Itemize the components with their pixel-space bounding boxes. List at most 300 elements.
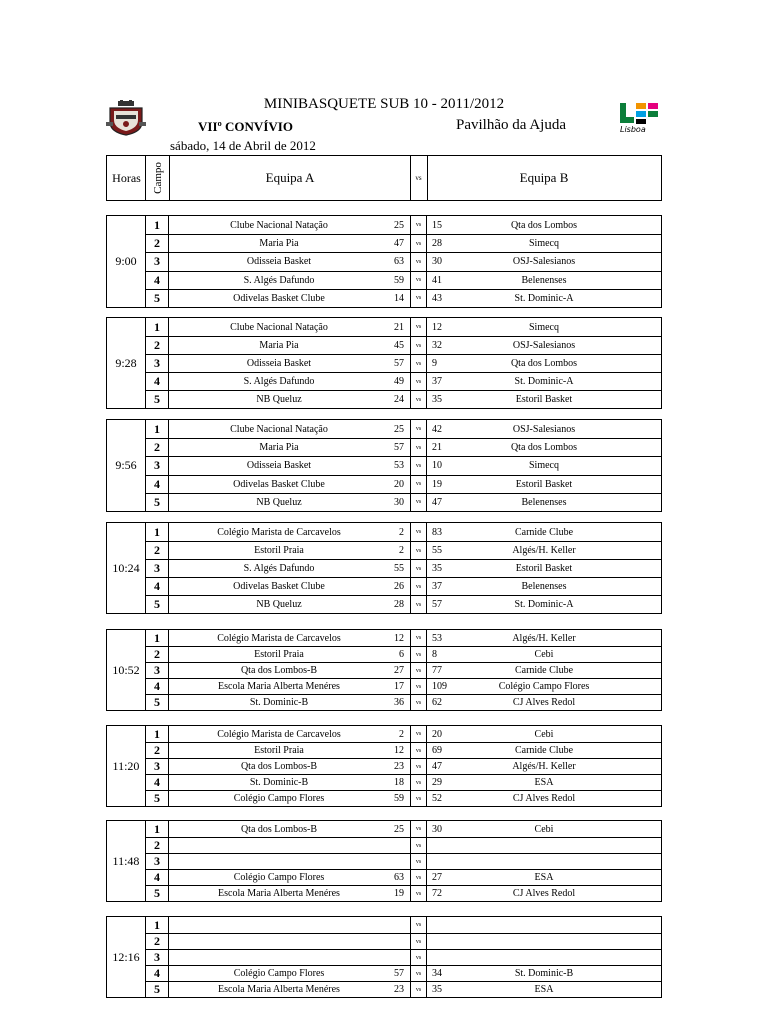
team-a-score: 36 [394,697,404,708]
time-block [106,522,662,614]
vs-label: vs [410,542,427,559]
team-b-score: 35 [432,394,442,405]
team-a-score: 63 [394,256,404,268]
team-b-score: 35 [432,563,442,574]
team-b-name: Simecq [529,460,559,472]
venue-name: Pavilhão da Ajuda [456,117,566,133]
vs-label: vs [410,253,427,270]
team-a-name: Odisseia Basket [246,358,312,369]
vs-label: vs [410,775,427,790]
match-row [146,949,661,965]
team-a-score: 57 [394,358,404,369]
team-b-score: 30 [432,823,442,835]
team-a-name [170,934,388,949]
court-number: 1 [146,821,169,837]
match-row [146,541,661,559]
team-a-score: 12 [394,632,404,644]
team-a-score: 17 [394,681,404,692]
team-a-name: Colégio Marista de Carcavelos [217,728,341,740]
time-slot-label: 9:00 [107,216,146,307]
court-number: 2 [146,235,169,252]
team-b-name: ESA [534,872,554,883]
vs-label: vs [410,457,427,474]
match-row [146,853,661,869]
vs-label: vs [410,420,427,438]
team-b-score [432,854,462,869]
team-b-score: 47 [432,496,442,508]
court-number: 1 [146,523,169,541]
team-b-name: Belenenses [521,496,567,508]
match-row [146,869,661,885]
team-a-name [170,854,388,869]
team-b-name: ESA [534,777,554,788]
court-number: 1 [146,726,169,742]
team-a-score: 24 [394,394,404,405]
vs-label: vs [410,439,427,456]
vs-label: vs [410,596,427,613]
team-b-name: Carnide Clube [514,745,574,756]
match-row [146,271,661,289]
match-row [146,742,661,758]
team-a-name [170,950,388,965]
team-b-name: Carnide Clube [514,526,574,538]
team-b-score: 8 [432,649,437,660]
time-block [106,916,662,998]
team-a-score: 25 [394,423,404,435]
vs-label: vs [410,647,427,662]
team-a-score: 57 [394,968,404,979]
vs-label: vs [410,578,427,595]
team-b-score [432,917,462,933]
lisboa-logo [616,101,662,135]
team-a-name: Qta dos Lombos-B [240,823,318,835]
schedule-header-row [106,155,662,201]
team-b-name: Algés/H. Keller [512,761,576,772]
team-b-name: Colégio Campo Flores [498,681,590,692]
team-a-score: 63 [394,872,404,883]
court-number: 3 [146,457,169,474]
team-b-score: 83 [432,526,442,538]
team-a-name: Clube Nacional Natação [230,321,328,333]
team-a-score: 23 [394,984,404,995]
team-b-name: OSJ-Salesianos [512,340,576,351]
court-number: 5 [146,982,169,997]
vs-label: vs [410,216,427,234]
match-row [146,493,661,511]
court-number: 3 [146,759,169,774]
time-slot-label: 11:20 [107,726,146,806]
vs-label: vs [410,950,427,965]
court-number: 1 [146,917,169,933]
team-b-score: 53 [432,632,442,644]
team-a-score: 21 [394,321,404,333]
match-row [146,390,661,408]
team-a-score: 14 [394,292,404,304]
vs-label: vs [410,791,427,806]
team-a-name: Maria Pia [259,442,299,454]
team-b-name: St. Dominic-A [514,292,574,304]
court-number: 2 [146,934,169,949]
team-b-score: 55 [432,545,442,556]
team-a-score [380,838,404,853]
team-b-name: St. Dominic-A [514,599,574,610]
time-slot-label: 10:52 [107,630,146,710]
vs-label: vs [410,560,427,577]
court-number: 4 [146,272,169,289]
court-number: 5 [146,791,169,806]
team-b-name: Cebi [534,728,554,740]
vs-label: vs [410,272,427,289]
time-block [106,629,662,711]
vs-label: vs [410,759,427,774]
match-row [146,981,661,997]
team-b-name: OSJ-Salesianos [512,256,576,268]
vs-label: vs [410,373,427,390]
vs-label: vs [410,630,427,646]
team-b-name [427,854,661,869]
team-a-score: 12 [394,745,404,756]
team-a-name: Odivelas Basket Clube [233,581,325,592]
team-b-score [432,934,462,949]
match-row [146,438,661,456]
court-number: 3 [146,560,169,577]
vs-label: vs [410,337,427,354]
time-slot-label: 11:48 [107,821,146,901]
team-b-name: Carnide Clube [514,665,574,676]
team-b-name: CJ Alves Redol [512,697,576,708]
team-b-name: Algés/H. Keller [512,545,576,556]
court-number: 3 [146,253,169,270]
team-b-name: Simecq [529,321,559,333]
match-row [146,420,661,438]
match-row [146,372,661,390]
team-b-name: St. Dominic-B [514,968,574,979]
team-b-score: 10 [432,460,442,472]
time-slot-label: 9:28 [107,318,146,408]
court-number: 1 [146,318,169,336]
match-row [146,559,661,577]
team-b-score: 62 [432,697,442,708]
team-b-name: Belenenses [521,274,567,286]
team-b-name: Qta dos Lombos [510,219,578,231]
team-b-name: Estoril Basket [515,563,573,574]
team-b-name: Estoril Basket [515,394,573,405]
match-row [146,630,661,646]
match-row [146,216,661,234]
header-vs: vs [415,174,422,182]
team-a-name: Qta dos Lombos-B [240,665,318,676]
team-b-score: 77 [432,665,442,676]
team-b-score: 37 [432,581,442,592]
document-title: MINIBASQUETE SUB 10 - 2011/2012 [263,96,505,112]
vs-label: vs [410,966,427,981]
match-row [146,577,661,595]
team-b-score: 72 [432,888,442,899]
court-number: 4 [146,373,169,390]
match-row [146,289,661,307]
court-number: 2 [146,542,169,559]
court-number: 3 [146,355,169,372]
team-b-name: OSJ-Salesianos [512,423,576,435]
time-block [106,820,662,902]
team-a-score: 25 [394,219,404,231]
team-b-score: 28 [432,238,442,250]
time-slot-label: 12:16 [107,917,146,997]
team-a-score: 30 [394,496,404,508]
match-row [146,595,661,613]
team-b-name [427,917,661,933]
team-b-name: Qta dos Lombos [510,358,578,369]
vs-label: vs [410,476,427,493]
team-b-name: CJ Alves Redol [512,888,576,899]
team-a-name: St. Dominic-B [249,697,309,708]
team-b-score: 32 [432,340,442,351]
team-a-score: 59 [394,274,404,286]
vs-label: vs [410,917,427,933]
team-a-score: 19 [394,888,404,899]
team-a-name: Maria Pia [259,238,299,250]
team-b-score: 57 [432,599,442,610]
team-b-score: 19 [432,478,442,490]
court-number: 5 [146,596,169,613]
team-a-name [170,838,388,853]
team-a-score: 55 [394,563,404,574]
vs-label: vs [410,494,427,511]
match-row [146,790,661,806]
vs-label: vs [410,235,427,252]
team-a-score: 23 [394,761,404,772]
header-campo: Campo [152,162,164,194]
team-a-name: Odisseia Basket [246,256,312,268]
team-a-name: Odisseia Basket [246,460,312,472]
court-number: 5 [146,290,169,307]
time-slot-label: 9:56 [107,420,146,511]
team-a-name: Colégio Campo Flores [233,793,325,804]
court-number: 4 [146,870,169,885]
match-row [146,475,661,493]
team-a-score: 2 [399,728,404,740]
team-a-score: 2 [399,526,404,538]
team-b-name [427,950,661,965]
team-a-score: 6 [399,649,404,660]
team-a-name: Clube Nacional Natação [230,423,328,435]
time-block [106,725,662,807]
team-b-score: 30 [432,256,442,268]
team-a-name: Estoril Praia [254,649,304,660]
team-b-score: 21 [432,442,442,454]
vs-label: vs [410,679,427,694]
team-a-name: Maria Pia [259,340,299,351]
team-b-name: Algés/H. Keller [512,632,576,644]
team-a-score: 28 [394,599,404,610]
court-number: 3 [146,854,169,869]
team-a-name: S. Algés Dafundo [243,563,315,574]
time-block [106,215,662,308]
match-row [146,726,661,742]
team-b-score: 43 [432,292,442,304]
court-number: 4 [146,679,169,694]
vs-label: vs [410,663,427,678]
team-a-name: Escola Maria Alberta Menéres [218,984,340,995]
team-b-score: 15 [432,219,442,231]
team-b-name: Qta dos Lombos [510,442,578,454]
team-b-name: Estoril Basket [515,478,573,490]
team-a-score: 53 [394,460,404,472]
team-a-name: Colégio Campo Flores [233,872,325,883]
team-a-score [380,854,404,869]
team-b-score: 37 [432,376,442,387]
team-a-name: Escola Maria Alberta Menéres [218,888,340,899]
court-number: 2 [146,647,169,662]
vs-label: vs [410,854,427,869]
vs-label: vs [410,934,427,949]
team-b-score: 27 [432,872,442,883]
court-number: 5 [146,494,169,511]
team-a-score: 18 [394,777,404,788]
team-a-name [170,917,388,933]
team-b-score [432,950,462,965]
team-a-name: Colégio Campo Flores [233,968,325,979]
vs-label: vs [410,695,427,710]
match-row [146,774,661,790]
match-row [146,234,661,252]
court-number: 4 [146,966,169,981]
team-a-name: Estoril Praia [254,745,304,756]
court-number: 3 [146,663,169,678]
vs-label: vs [410,870,427,885]
match-row [146,318,661,336]
team-b-name: Simecq [529,238,559,250]
match-row [146,837,661,853]
team-a-score: 27 [394,665,404,676]
team-a-name: Colégio Marista de Carcavelos [217,632,341,644]
header-horas: Horas [112,170,141,185]
vs-label: vs [410,838,427,853]
team-a-score: 49 [394,376,404,387]
match-row [146,354,661,372]
team-a-score: 45 [394,340,404,351]
team-b-score: 52 [432,793,442,804]
event-subtitle: VIIº CONVÍVIO [198,119,293,134]
court-number: 2 [146,838,169,853]
vs-label: vs [410,982,427,997]
team-b-name: Belenenses [521,581,567,592]
team-a-name: Qta dos Lombos-B [240,761,318,772]
team-b-score: 9 [432,358,437,369]
team-a-name: Clube Nacional Natação [230,219,328,231]
match-row [146,758,661,774]
team-a-score: 47 [394,238,404,250]
court-number: 2 [146,439,169,456]
vs-label: vs [410,523,427,541]
event-date: sábado, 14 de Abril de 2012 [170,138,316,153]
match-row [146,456,661,474]
court-number: 1 [146,420,169,438]
lisboa-logo-text: Lisboa [620,125,646,134]
match-row [146,252,661,270]
match-row [146,336,661,354]
team-a-name: Colégio Marista de Carcavelos [217,526,341,538]
court-number: 5 [146,695,169,710]
court-number: 2 [146,337,169,354]
team-a-name: S. Algés Dafundo [243,274,315,286]
team-a-name: Escola Maria Alberta Menéres [218,681,340,692]
team-a-name: Estoril Praia [254,545,304,556]
team-a-score [380,950,404,965]
team-b-name: St. Dominic-A [514,376,574,387]
header-equipa-a: Equipa A [265,170,315,185]
team-a-score: 59 [394,793,404,804]
team-b-score: 12 [432,321,442,333]
court-number: 4 [146,578,169,595]
team-a-score: 25 [394,823,404,835]
team-b-name [427,838,661,853]
team-a-score: 20 [394,478,404,490]
team-a-score: 26 [394,581,404,592]
team-a-name: St. Dominic-B [249,777,309,788]
court-number: 1 [146,630,169,646]
team-b-score: 29 [432,777,442,788]
team-b-score: 109 [432,681,447,692]
match-row [146,917,661,933]
header-equipa-b: Equipa B [519,170,569,185]
time-block [106,317,662,409]
team-b-score: 20 [432,728,442,740]
team-b-name: Cebi [534,649,554,660]
team-a-name: S. Algés Dafundo [243,376,315,387]
team-b-score: 42 [432,423,442,435]
team-b-score: 69 [432,745,442,756]
match-row [146,694,661,710]
match-row [146,646,661,662]
team-a-score: 2 [399,545,404,556]
match-row [146,821,661,837]
team-b-score: 34 [432,968,442,979]
time-block [106,419,662,512]
court-number: 5 [146,391,169,408]
vs-label: vs [410,886,427,901]
court-number: 2 [146,743,169,758]
team-b-score: 41 [432,274,442,286]
vs-label: vs [410,355,427,372]
team-a-name: NB Queluz [256,394,302,405]
vs-label: vs [410,821,427,837]
court-number: 3 [146,950,169,965]
court-number: 5 [146,886,169,901]
court-number: 4 [146,476,169,493]
vs-label: vs [410,726,427,742]
vs-label: vs [410,391,427,408]
team-a-name: Odivelas Basket Clube [233,478,325,490]
team-b-name: CJ Alves Redol [512,793,576,804]
match-row [146,965,661,981]
team-a-score: 57 [394,442,404,454]
match-row [146,662,661,678]
time-slot-label: 10:24 [107,523,146,613]
team-a-score [380,917,404,933]
vs-label: vs [410,318,427,336]
team-b-score: 47 [432,761,442,772]
team-a-name: NB Queluz [256,496,302,508]
vs-label: vs [410,743,427,758]
match-row [146,678,661,694]
vs-label: vs [410,290,427,307]
team-b-name [427,934,661,949]
team-a-name: Odivelas Basket Clube [233,292,325,304]
club-crest-logo [106,100,146,136]
match-row [146,933,661,949]
team-a-name: NB Queluz [256,599,302,610]
